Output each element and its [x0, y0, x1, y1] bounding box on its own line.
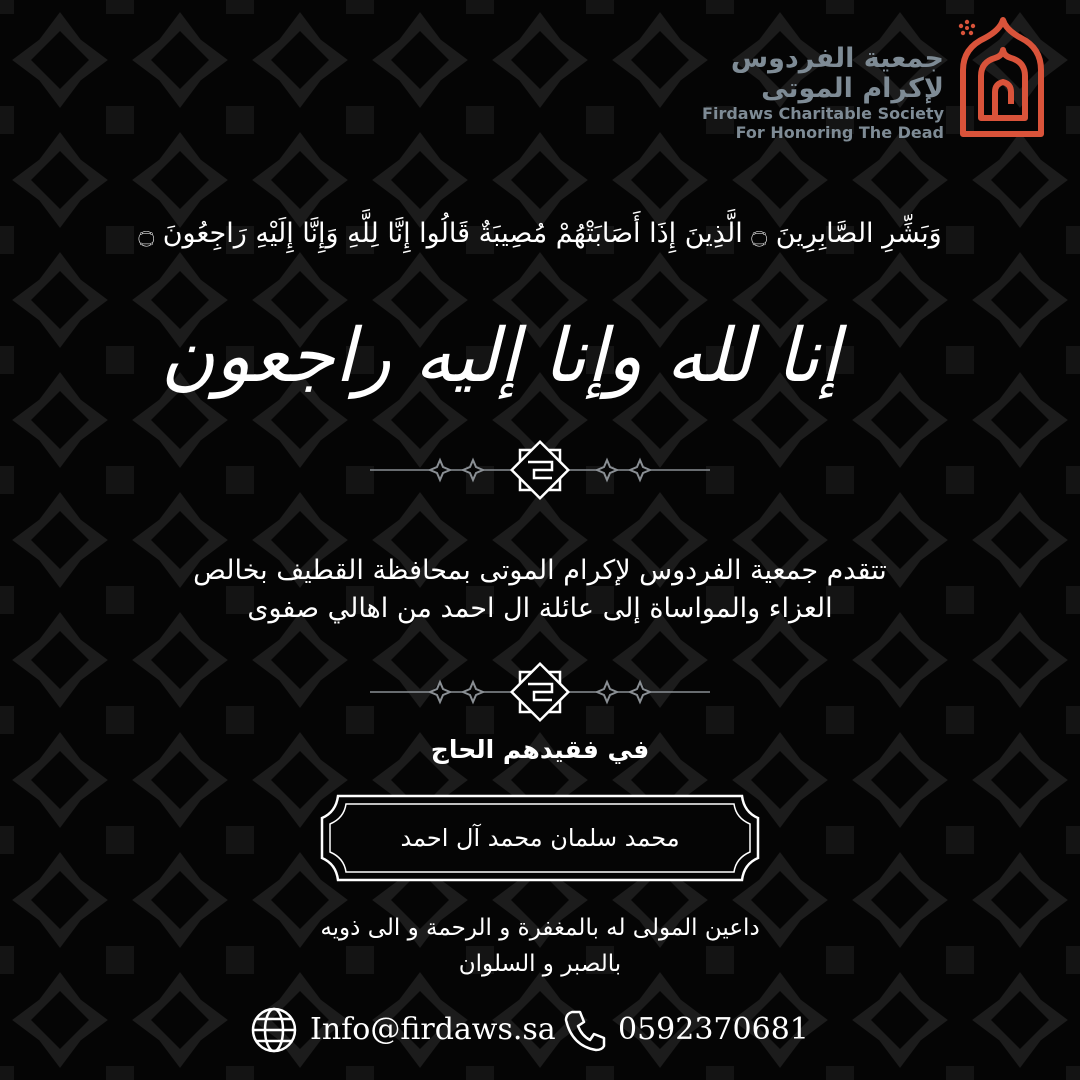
arch-door-logo-icon — [955, 14, 1045, 140]
org-name-ar-line1: جمعية الفردوس — [730, 43, 944, 74]
subheading: في فقيدهم الحاج — [430, 735, 650, 764]
condolence-line-1: تتقدم جمعية الفردوس لإكرام الموتى بمحافظة القطيف بخالص — [193, 555, 887, 586]
email-link[interactable]: Info@firdaws.sa — [310, 1012, 556, 1047]
organization-name — [700, 44, 944, 142]
ornament-divider — [370, 660, 710, 724]
quran-verse: وَبَشِّرِ الصَّابِرِينَ ۝ الَّذِينَ إِذَا أَصَابَتْهُمْ مُصِيبَةٌ قَالُوا إِنَّا لِلَّهِ وَإِنَّا إِلَيْهِ رَاجِعُونَ ۝ — [138, 218, 942, 249]
globe-icon — [250, 1006, 298, 1054]
prayer-line-1: داعين المولى له بالمغفرة و الرحمة و الى ذويه — [320, 915, 760, 941]
org-name-en-line2: For Honoring The Dead — [735, 123, 944, 142]
kufic-octagram-icon — [512, 442, 569, 499]
condolence-line-2: العزاء والمواساة إلى عائلة ال احمد من اهالي صفوى — [247, 593, 833, 624]
calligraphy-title: إنا لله وإنا إليه راجعون — [160, 313, 840, 399]
phone-link[interactable]: 0592370681 — [618, 1012, 809, 1047]
ornament-divider — [370, 438, 710, 502]
deceased-name: محمد سلمان محمد آل احمد — [400, 824, 680, 852]
prayer-message — [140, 910, 940, 982]
prayer-line-2: بالصبر و السلوان — [458, 951, 622, 977]
contact-bar — [240, 1002, 840, 1058]
condolence-message — [100, 552, 980, 628]
phone-icon — [562, 1006, 610, 1054]
kufic-octagram-icon — [512, 664, 569, 721]
org-name-ar-line2: لإكرام الموتى — [761, 73, 944, 104]
org-name-en-line1: Firdaws Charitable Society — [702, 104, 944, 123]
